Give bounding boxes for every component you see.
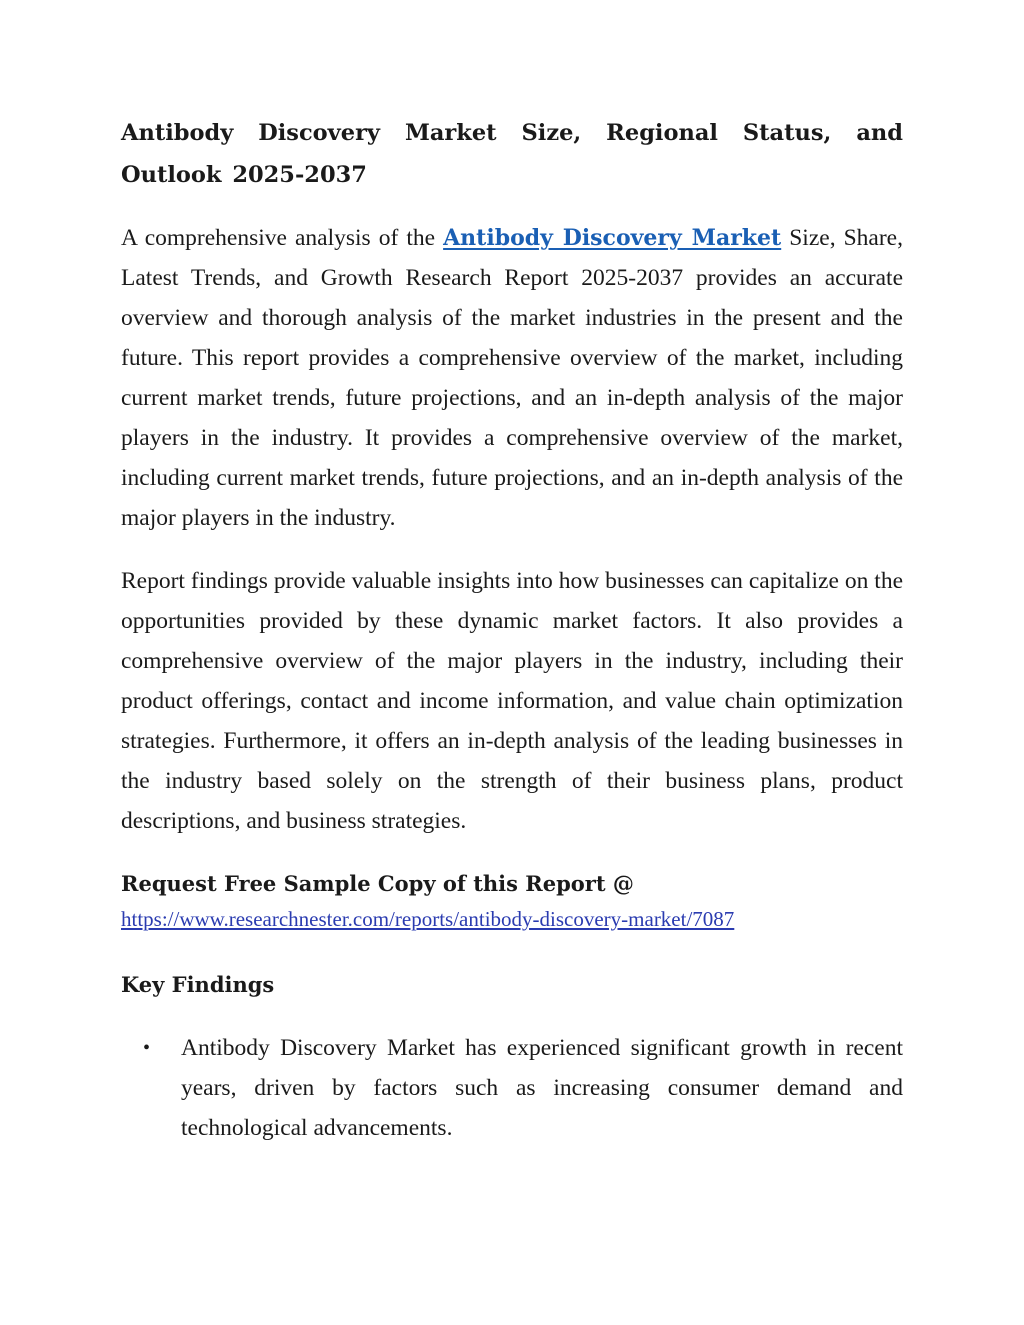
intro-suffix: Size, Share, Latest Trends, and Growth Research Report 2025-2037 provides an accurate overview and thorough analysis of the market industries in the present and the future. This report provides a comprehensive overview of the market, including current market trends, future projections, and an in-depth analysis of the major players in the industry. It provides a comprehensive overview of the market, including current market trends, future projections, and an in-depth analysis of the major players in the industry. — [121, 225, 903, 531]
antibody-discovery-market-link[interactable]: Antibody Discovery Market — [443, 225, 782, 251]
intro-paragraph — [121, 218, 903, 538]
sample-report-link[interactable]: https://www.researchnester.com/reports/antibody-discovery-market/7087 — [121, 907, 735, 931]
intro-prefix: A comprehensive analysis of the — [121, 225, 444, 251]
sample-request-heading: Request Free Sample Copy of this Report @ — [121, 871, 634, 896]
key-findings-heading: Key Findings — [121, 972, 275, 997]
findings-paragraph: Report findings provide valuable insights into how businesses can capitalize on the opportunities provided by these dynamic market factors. It also provides a comprehensive overview of the major players in the industry, including their product offerings, contact and income information, and value chain optimization strategies. Furthermore, it offers an in-depth analysis of the leading businesses in the industry based solely on the strength of their business plans, product descriptions, and business strategies. — [121, 568, 903, 834]
bullet-icon: • — [143, 1037, 151, 1059]
key-finding-item — [121, 1028, 903, 1148]
key-findings-list — [121, 1028, 903, 1148]
document-title: Antibody Discovery Market Size, Regional Status, and Outlook 2025-2037 — [121, 120, 903, 188]
document-page — [121, 112, 903, 1148]
key-finding-text: Antibody Discovery Market has experienced significant growth in recent years, driven by factors such as increasing consumer demand and technological advancements. — [181, 1035, 903, 1141]
